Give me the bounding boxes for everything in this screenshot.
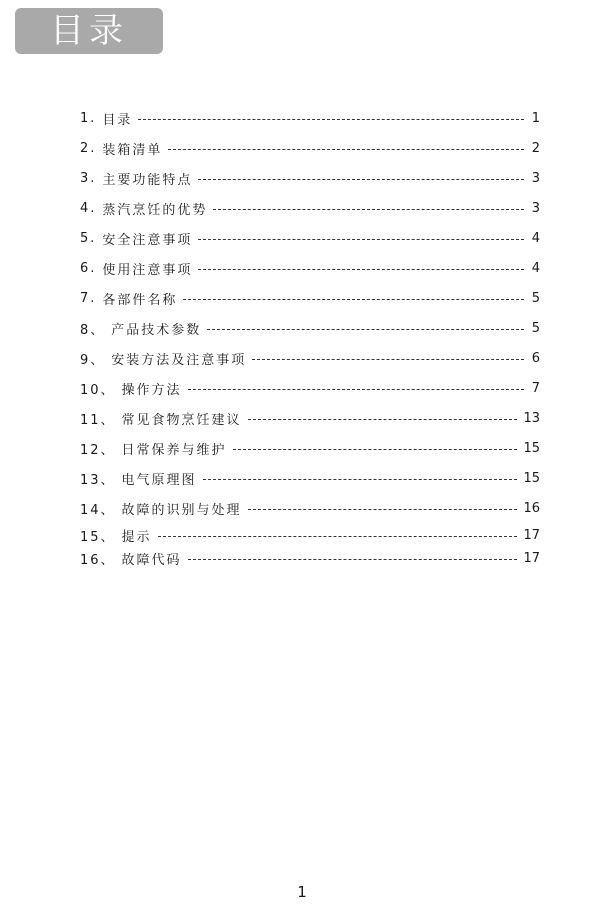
toc-entry-page: 7: [531, 380, 540, 396]
toc-entry-page: 5: [531, 290, 540, 306]
toc-entry[interactable]: [80, 318, 540, 338]
toc-entry-label: 安全注意事项: [102, 232, 193, 248]
toc-entry[interactable]: [80, 228, 540, 248]
toc-entry-label: 操作方法: [121, 382, 182, 398]
toc-entry-number: 1.: [80, 110, 97, 126]
toc-entry-number: 16、: [80, 552, 116, 568]
dot-leader: [248, 509, 518, 510]
toc-entry-label: 故障的识别与处理: [121, 502, 242, 518]
toc-entry-number: 10、: [80, 382, 116, 398]
toc-entry-number: 6.: [80, 260, 97, 276]
toc-entry-number: 3.: [80, 170, 97, 186]
toc-entry-number: 8、: [80, 322, 106, 338]
dot-leader: [188, 389, 524, 390]
toc-entry-number: 15、: [80, 529, 116, 545]
toc-entry-page: 17: [523, 550, 540, 566]
toc-entry-label: 主要功能特点: [102, 172, 193, 188]
toc-entry-page: 16: [523, 500, 540, 516]
toc-entry-number: 14、: [80, 502, 116, 518]
toc-entry-label: 日常保养与维护: [121, 442, 227, 458]
dot-leader: [207, 329, 524, 330]
toc-entry[interactable]: [80, 525, 540, 545]
toc-entry[interactable]: [80, 408, 540, 428]
toc-entry-label: 蒸汽烹饪的优势: [102, 202, 208, 218]
dot-leader: [252, 359, 524, 360]
toc-entry[interactable]: [80, 378, 540, 398]
toc-entry-page: 4: [531, 230, 540, 246]
dot-leader: [198, 239, 524, 240]
dot-leader: [168, 149, 524, 150]
toc-entry-label: 各部件名称: [102, 292, 178, 308]
toc-entry-page: 1: [531, 110, 540, 126]
toc-entry-number: 2.: [80, 140, 97, 156]
toc-entry-page: 3: [531, 200, 540, 216]
toc-entry-page: 6: [531, 350, 540, 366]
dot-leader: [198, 179, 524, 180]
dot-leader: [233, 449, 518, 450]
toc-entry-page: 15: [523, 470, 540, 486]
page-number: 1: [297, 883, 307, 901]
toc-entry-label: 产品技术参数: [111, 322, 202, 338]
dot-leader: [213, 209, 524, 210]
toc-entry-page: 4: [531, 260, 540, 276]
toc-entry[interactable]: [80, 198, 540, 218]
toc-entry-page: 17: [523, 527, 540, 543]
toc-entry-page: 3: [531, 170, 540, 186]
toc-entry[interactable]: [80, 288, 540, 308]
toc-entry-page: 5: [531, 320, 540, 336]
dot-leader: [248, 419, 518, 420]
dot-leader: [138, 119, 524, 120]
toc-entry-number: 4.: [80, 200, 97, 216]
toc-entry[interactable]: [80, 438, 540, 458]
dot-leader: [198, 269, 524, 270]
dot-leader: [203, 479, 518, 480]
toc-entry-label: 提示: [121, 529, 152, 545]
toc-entry-label: 故障代码: [121, 552, 182, 568]
dot-leader: [158, 536, 518, 537]
toc-entry[interactable]: [80, 548, 540, 568]
toc-entry-page: 2: [531, 140, 540, 156]
toc-entry[interactable]: [80, 108, 540, 128]
toc-entry[interactable]: [80, 258, 540, 278]
toc-entry-label: 电气原理图: [121, 472, 197, 488]
toc-entry-label: 目录: [102, 112, 133, 128]
toc-entry-label: 装箱清单: [102, 142, 163, 158]
page-title: 目录: [50, 11, 128, 51]
toc-entry-number: 9、: [80, 352, 106, 368]
toc-entry[interactable]: [80, 348, 540, 368]
toc-entry-page: 13: [523, 410, 540, 426]
toc-entry-label: 常见食物烹饪建议: [121, 412, 242, 428]
dot-leader: [183, 299, 524, 300]
toc-entry[interactable]: [80, 498, 540, 518]
toc-entry-label: 安装方法及注意事项: [111, 352, 247, 368]
toc-entry-number: 11、: [80, 412, 116, 428]
toc-entry-number: 5.: [80, 230, 97, 246]
toc-entry-number: 12、: [80, 442, 116, 458]
toc-entry-number: 7.: [80, 290, 97, 306]
toc-entry[interactable]: [80, 168, 540, 188]
toc-entry-label: 使用注意事项: [102, 262, 193, 278]
toc-entry[interactable]: [80, 138, 540, 158]
dot-leader: [188, 559, 518, 560]
toc-entry[interactable]: [80, 468, 540, 488]
toc-entry-page: 15: [523, 440, 540, 456]
toc-entry-number: 13、: [80, 472, 116, 488]
